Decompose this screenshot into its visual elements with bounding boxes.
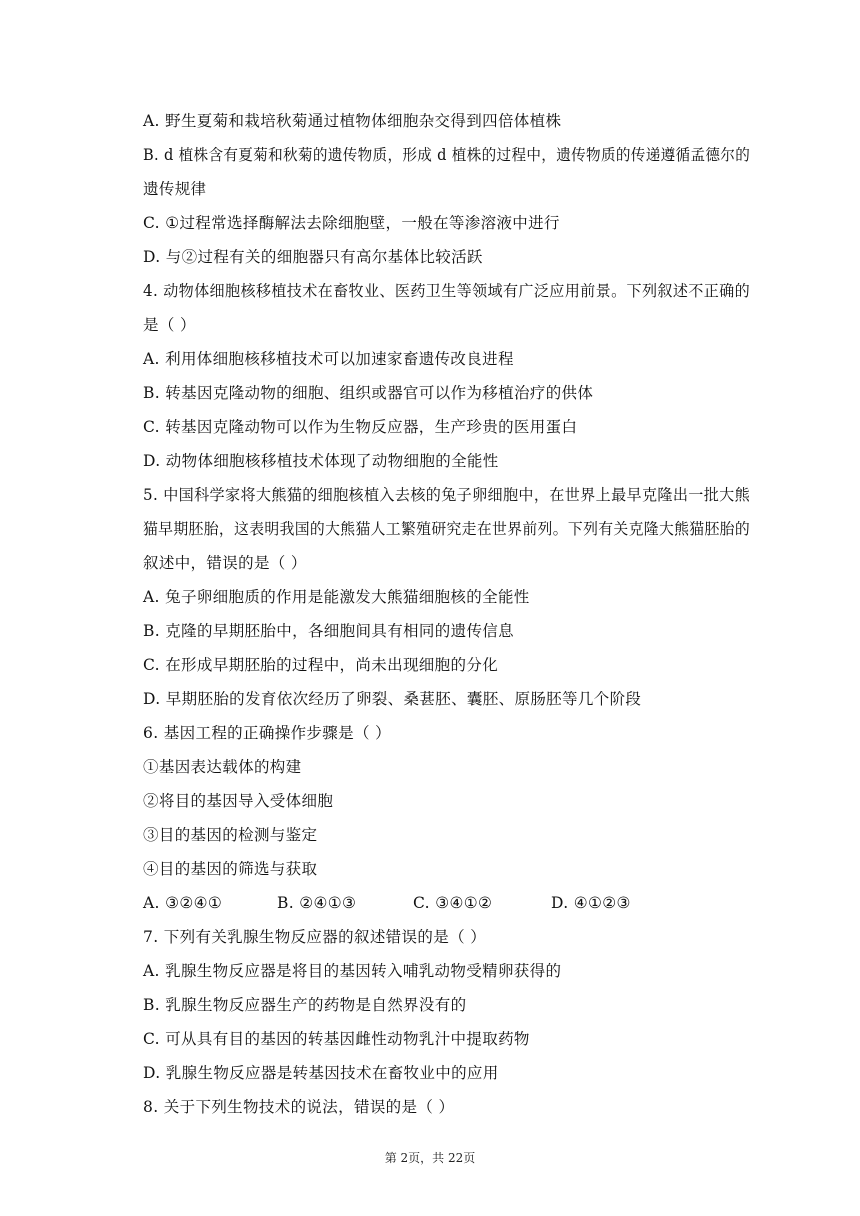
q3-option-a: A. 野生夏菊和栽培秋菊通过植物体细胞杂交得到四倍体植株	[143, 112, 562, 130]
q6-step-2: ②将目的基因导入受体细胞	[143, 792, 334, 810]
q3-option-b: B. d 植株含有夏菊和秋菊的遗传物质，形成 d 植株的过程中，遗传物质的传递遵循孟德尔的	[143, 146, 751, 164]
q6-step-3: ③目的基因的检测与鉴定	[143, 826, 318, 844]
q6-option-b: B. ②④①③	[277, 894, 357, 912]
q5-stem-line3: 叙述中，错误的是（ ）	[143, 554, 307, 572]
q7-option-b: B. 乳腺生物反应器生产的药物是自然界没有的	[143, 996, 467, 1014]
q3-option-b-continued: 遗传规律	[143, 180, 207, 198]
q6-step-4: ④目的基因的筛选与获取	[143, 860, 318, 878]
q4-option-c: C. 转基因克隆动物可以作为生物反应器，生产珍贵的医用蛋白	[143, 418, 578, 436]
q7-option-a: A. 乳腺生物反应器是将目的基因转入哺乳动物受精卵获得的	[143, 962, 562, 980]
q4-option-b: B. 转基因克隆动物的细胞、组织或器官可以作为移植治疗的供体	[143, 384, 594, 402]
q7-stem: 7. 下列有关乳腺生物反应器的叙述错误的是（ ）	[143, 928, 487, 946]
q7-option-d: D. 乳腺生物反应器是转基因技术在畜牧业中的应用	[143, 1064, 499, 1082]
q3-option-c: C. ①过程常选择酶解法去除细胞壁，一般在等渗溶液中进行	[143, 214, 560, 232]
q5-option-b: B. 克隆的早期胚胎中，各细胞间具有相同的遗传信息	[143, 622, 514, 640]
q3-option-d: D. 与②过程有关的细胞器只有高尔基体比较活跃	[143, 248, 483, 266]
q7-option-c: C. 可从具有目的基因的转基因雌性动物乳汁中提取药物	[143, 1030, 530, 1048]
page-footer: 第 2页，共 22页	[384, 1151, 476, 1165]
q6-option-d: D. ④①②③	[551, 894, 631, 912]
q5-stem-line2: 猫早期胚胎，这表明我国的大熊猫人工繁殖研究走在世界前列。下列有关克隆大熊猫胚胎的	[143, 520, 751, 538]
q5-option-a: A. 兔子卵细胞质的作用是能激发大熊猫细胞核的全能性	[143, 588, 530, 606]
q4-option-a: A. 利用体细胞核移植技术可以加速家畜遗传改良进程	[143, 350, 514, 368]
q8-stem: 8. 关于下列生物技术的说法，错误的是（ ）	[143, 1098, 455, 1116]
q6-option-c: C. ③④①②	[413, 894, 493, 912]
q6-stem: 6. 基因工程的正确操作步骤是（ ）	[143, 724, 391, 742]
q5-option-c: C. 在形成早期胚胎的过程中，尚未出现细胞的分化	[143, 656, 499, 674]
q6-step-1: ①基因表达载体的构建	[143, 758, 302, 776]
q6-option-a: A. ③②④①	[143, 894, 223, 912]
q5-option-d: D. 早期胚胎的发育依次经历了卵裂、桑葚胚、囊胚、原肠胚等几个阶段	[143, 690, 642, 708]
q4-stem: 4. 动物体细胞核移植技术在畜牧业、医药卫生等领域有广泛应用前景。下列叙述不正确的	[143, 282, 751, 300]
q4-option-d: D. 动物体细胞核移植技术体现了动物细胞的全能性	[143, 452, 499, 470]
q4-stem-continued: 是（ ）	[143, 316, 196, 334]
q5-stem: 5. 中国科学家将大熊猫的细胞核植入去核的兔子卵细胞中，在世界上最早克隆出一批大熊	[143, 486, 751, 504]
